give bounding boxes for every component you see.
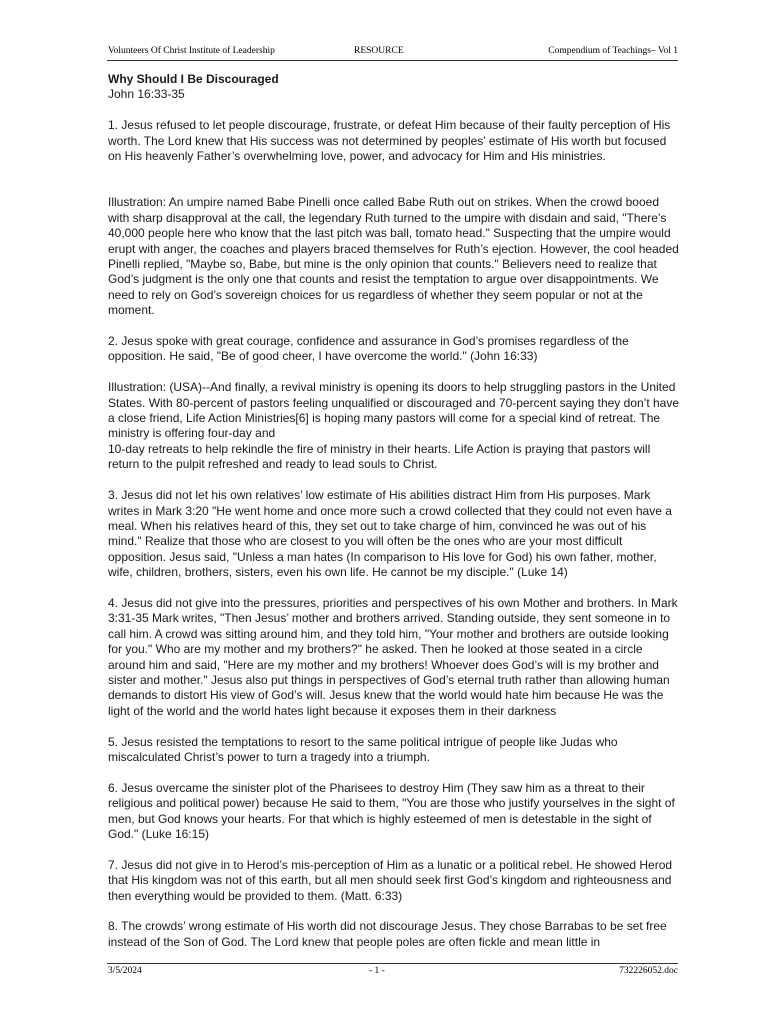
header-volume: Compendium of Teachings– Vol 1 <box>548 46 678 56</box>
paragraph-5: 5. Jesus resisted the temptations to resort to the same political intrigue of people like Judas who miscalculated Christ’s power to turn a tragedy into a triumph. <box>108 734 618 764</box>
paragraph-illustration-2: Illustration: (USA)--And finally, a revival ministry is opening its doors to help struggling pastors in the United States. With 80-percent of pastors feeling unqualified or discouraged and 70-percent saying they don’t have a close friend, Life Action Ministries[6] is hoping many pastors will come for a special kind of retreat. The ministry is offering four-day and <box>108 380 680 441</box>
footer-filename: 732226052.doc <box>619 966 678 976</box>
header-section: RESOURCE <box>354 46 404 56</box>
page-header <box>107 45 678 61</box>
paragraph-1: 1. Jesus refused to let people discourage, frustrate, or defeat Him because of their faulty perception of His worth. The Lord knew that His success was not determined by peoples’ estimate of His worth but focused on His heavenly Father’s overwhelming love, power, and advocacy for Him and His ministries. <box>108 118 671 164</box>
footer-page-number: - 1 - <box>369 966 385 976</box>
page-footer <box>107 963 678 980</box>
paragraph-8: 8. The crowds’ wrong estimate of His worth did not discourage Jesus. They chose Barrabas to be set free instead of the Son of God. The Lord knew that people poles are often fickle and mean little in <box>108 919 667 949</box>
document-title: Why Should I Be Discouraged <box>108 72 279 86</box>
header-organization: Volunteers Of Christ Institute of Leadership <box>108 46 275 56</box>
footer-date: 3/5/2024 <box>108 966 142 976</box>
document-body <box>108 72 680 950</box>
paragraph-illustration-2-cont: 10-day retreats to help rekindle the fire of ministry in their hearts. Life Action is praying that pastors will return to the pulpit refreshed and ready to lead souls to Christ. <box>108 441 651 472</box>
paragraph-7: 7. Jesus did not give in to Herod’s mis-perception of Him as a lunatic or a political rebel. He showed Herod that His kingdom was not of this earth, but all men should seek first God’s kingdom and righteousness and then everything would be provided to them. (Matt. 6:33) <box>108 857 673 903</box>
paragraph-6: 6. Jesus overcame the sinister plot of the Pharisees to destroy Him (They saw him as a threat to their religious and political power) because He said to them, "You are those who justify yourselves in the sight of men, but God knows your hearts. For that which is highly esteemed of men is detestable in the sight of God." (Luke 16:15) <box>108 780 675 841</box>
paragraph-3: 3. Jesus did not let his own relatives’ low estimate of His abilities distract Him from His purposes. Mark writes in Mark 3:20 "He went home and once more such a crowd collected that they could not even have a meal. When his relatives heard of this, they set out to take charge of him, convinced he was out of his mind." Realize that those who are closest to you will often be the ones who are your most difficult opposition. Jesus said, "Unless a man hates (In comparison to His love for God) his own father, mother, wife, children, brothers, sisters, even his own life. He cannot be my disciple." (Luke 14) <box>108 488 672 580</box>
paragraph-2: 2. Jesus spoke with great courage, confidence and assurance in God’s promises regardless of the opposition. He said, "Be of good cheer, I have overcome the world." (John 16:33) <box>108 334 629 364</box>
paragraph-4: 4. Jesus did not give into the pressures, priorities and perspectives of his own Mother and brothers. In Mark 3:31-35 Mark writes, "Then Jesus’ mother and brothers arrived. Standing outside, they sent someone in to call him. A crowd was sitting around him, and they told him, "Your mother and brothers are outside looking for you." Who are my mother and my brothers?" he asked. Then he looked at those seated in a circle around him and said, "Here are my mother and my brothers! Whoever does God’s will is my brother and sister and mother." Jesus also put things in perspectives of God’s eternal truth rather than allowing human demands to distort His view of God’s will. Jesus knew that the world would hate him because He was the light of the world and the world hates light because it exposes them in their darkness <box>108 595 678 718</box>
scripture-reference: John 16:33-35 <box>108 87 185 102</box>
paragraph-illustration-1: Illustration: An umpire named Babe Pinelli once called Babe Ruth out on strikes. When the crowd booed with sharp disapproval at the call, the legendary Ruth turned to the umpire with disdain and said, "There’s 40,000 people here who know that the last pitch was ball, tomato head." Suspecting that the umpire would erupt with anger, the coaches and players braced themselves for Ruth’s ejection. However, the cool headed Pinelli replied, "Maybe so, Babe, but mine is the only opinion that counts." Believers need to realize that God’s judgment is the only one that counts and resist the temptation to argue over disappointments. We need to rely on God’s sovereign choices for us regardless of whether they seem popular or not at the moment. <box>108 195 679 318</box>
